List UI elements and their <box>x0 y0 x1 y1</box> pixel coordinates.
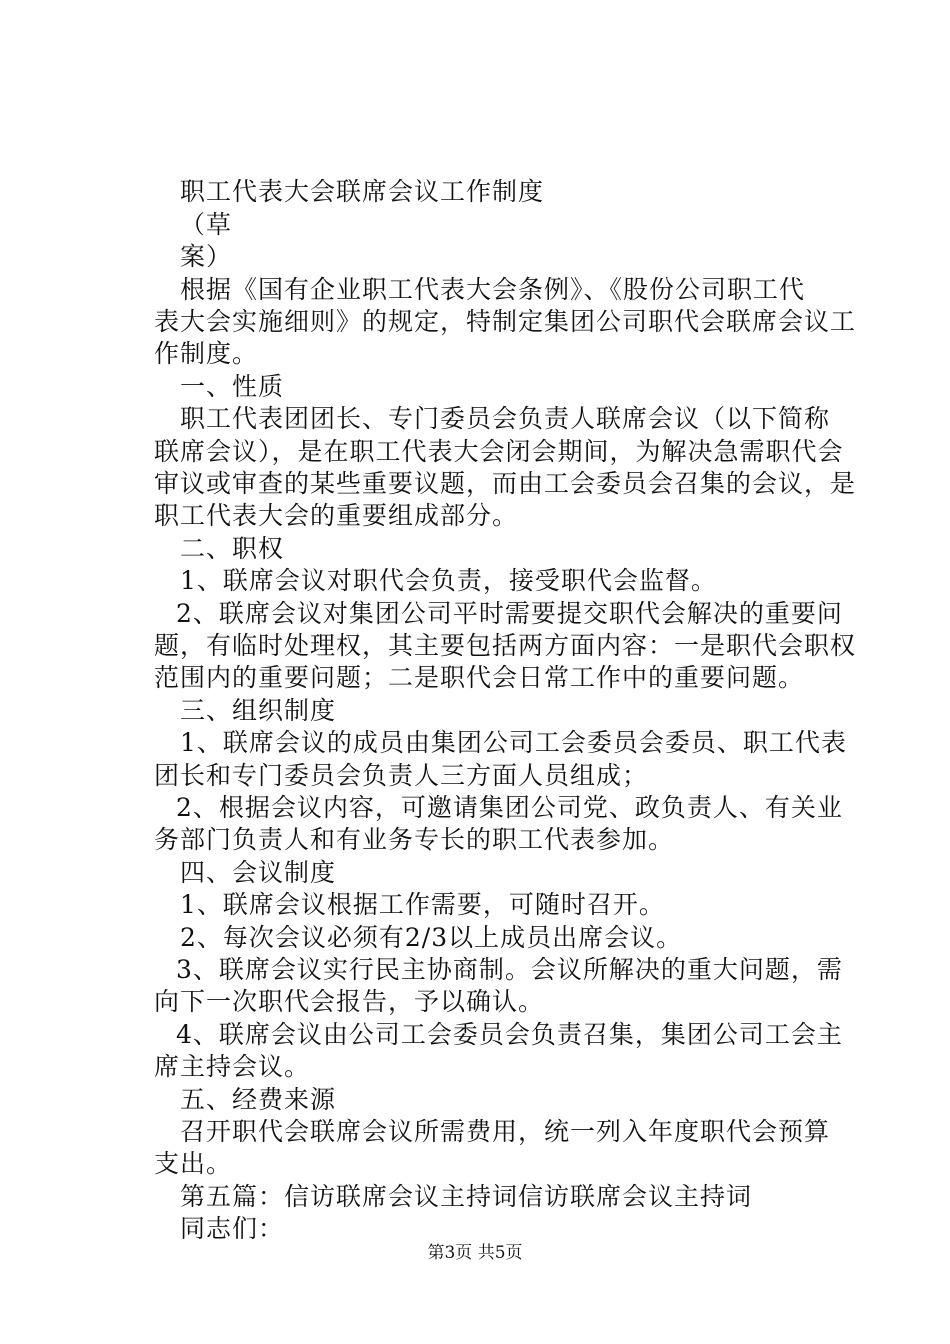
chapter-heading: 第五篇：信访联席会议主持词信访联席会议主持词 <box>180 1182 753 1211</box>
paragraph-line: 向下一次职代会报告，予以确认。 <box>154 987 545 1016</box>
paragraph-line: 团长和专门委员会负责人三方面人员组成； <box>154 761 649 790</box>
document-title: 职工代表大会联席会议工作制度 <box>180 177 545 206</box>
paragraph-line: 2、根据会议内容，可邀请集团公司党、政负责人、有关业 <box>176 793 843 822</box>
paragraph-line: 根据《国有企业职工代表大会条例》、《股份公司职工代 <box>180 275 806 304</box>
paragraph-line: 2、每次会议必须有2/3以上成员出席会议。 <box>180 923 683 952</box>
paragraph-line: 1、联席会议对职代会负责，接受职代会监督。 <box>180 566 717 595</box>
paragraph-line: 2、联席会议对集团公司平时需要提交职代会解决的重要问 <box>176 599 843 628</box>
paragraph-line: 职工代表团团长、专门委员会负责人联席会议（以下简称 <box>180 404 831 433</box>
paragraph-line: 1、联席会议的成员由集团公司工会委员会委员、职工代表 <box>180 728 847 757</box>
paragraph-line: 题，有临时处理权，其主要包括两方面内容：一是职代会职权 <box>154 631 857 660</box>
page-number-footer: 第3页 共5页 <box>427 1243 523 1263</box>
paragraph-line: 席主持会议。 <box>154 1052 311 1081</box>
section-heading: 三、组织制度 <box>180 696 337 725</box>
section-heading: 二、职权 <box>180 534 285 563</box>
title-suffix-line: 案） <box>180 242 233 271</box>
paragraph-line: 4、联席会议由公司工会委员会负责召集，集团公司工会主 <box>176 1020 843 1049</box>
paragraph-line: 职工代表大会的重要组成部分。 <box>154 501 519 530</box>
paragraph-line: 审议或审查的某些重要议题，而由工会委员会召集的会议，是 <box>154 469 857 498</box>
title-suffix-line: （草 <box>180 210 233 239</box>
section-heading: 四、会议制度 <box>180 858 337 887</box>
paragraph-line: 3、联席会议实行民主协商制。会议所解决的重大问题，需 <box>176 955 843 984</box>
paragraph-line: 范围内的重要问题；二是职代会日常工作中的重要问题。 <box>154 663 805 692</box>
salutation-line: 同志们： <box>180 1214 285 1243</box>
paragraph-line: 支出。 <box>154 1149 233 1178</box>
paragraph-line: 务部门负责人和有业务专长的职工代表参加。 <box>154 825 675 854</box>
paragraph-line: 1、联席会议根据工作需要，可随时召开。 <box>180 890 665 919</box>
paragraph-line: 召开职代会联席会议所需费用，统一列入年度职代会预算 <box>180 1117 831 1146</box>
section-heading: 五、经费来源 <box>180 1085 337 1114</box>
section-heading: 一、性质 <box>180 372 285 401</box>
paragraph-line: 联席会议），是在职工代表大会闭会期间，为解决急需职代会 <box>154 437 844 466</box>
paragraph-line: 表大会实施细则》的规定，特制定集团公司职代会联席会议工 <box>154 307 857 336</box>
paragraph-line: 作制度。 <box>154 339 259 368</box>
